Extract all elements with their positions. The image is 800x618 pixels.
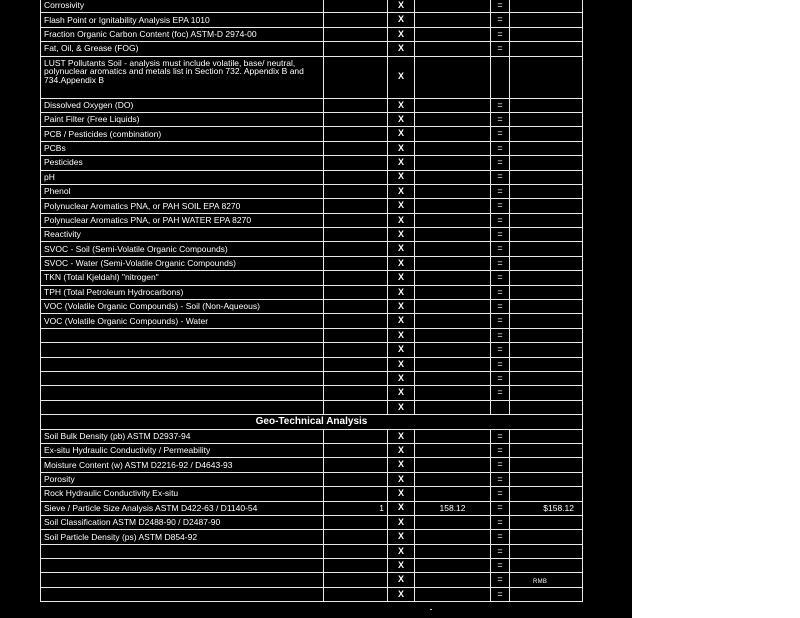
row-multiplier: X	[388, 559, 415, 573]
row-equals: =	[491, 141, 510, 155]
row-equals: =	[491, 472, 510, 486]
row-total	[510, 371, 583, 385]
row-total	[510, 0, 583, 13]
row-total	[510, 343, 583, 357]
row-multiplier: X	[388, 472, 415, 486]
row-multiplier: X	[388, 141, 415, 155]
table-row	[41, 42, 583, 56]
table-row	[41, 530, 583, 544]
row-description: Fraction Organic Carbon Content (foc) ASTM-D 2974-00	[41, 27, 324, 41]
row-total	[510, 271, 583, 285]
row-total	[510, 357, 583, 371]
row-description	[41, 559, 324, 573]
row-multiplier: X	[388, 156, 415, 170]
table-row	[41, 472, 583, 486]
row-total	[510, 13, 583, 27]
row-quantity	[324, 386, 388, 400]
row-quantity	[324, 127, 388, 141]
row-equals: =	[491, 371, 510, 385]
row-quantity	[324, 56, 388, 98]
row-total	[510, 587, 583, 601]
row-description: pH	[41, 170, 324, 184]
row-equals: =	[491, 42, 510, 56]
row-unit-price	[415, 544, 491, 558]
row-description	[41, 357, 324, 371]
table-row	[41, 256, 583, 270]
row-unit-price	[415, 530, 491, 544]
table-row	[41, 343, 583, 357]
row-description	[41, 587, 324, 601]
row-description: LUST Pollutants Soil - analysis must include volatile, base/ neutral, polynuclear aromatics and metals list in Section 732. Appendix B and 734.Appendix B	[41, 56, 324, 98]
table-row	[41, 386, 583, 400]
row-description: PCBs	[41, 141, 324, 155]
row-unit-price	[415, 559, 491, 573]
table-row	[41, 501, 583, 515]
row-quantity	[324, 458, 388, 472]
row-unit-price	[415, 487, 491, 501]
row-description: Reactivity	[41, 228, 324, 242]
row-quantity	[324, 213, 388, 227]
geo-technical-section-header	[41, 415, 583, 429]
row-equals: =	[491, 343, 510, 357]
row-quantity	[324, 573, 388, 587]
row-description	[41, 386, 324, 400]
row-description: TPH (Total Petroleum Hydrocarbons)	[41, 285, 324, 299]
table-row	[41, 515, 583, 529]
row-unit-price	[415, 141, 491, 155]
row-total	[510, 559, 583, 573]
row-description: Soil Particle Density (ps) ASTM D854-92	[41, 530, 324, 544]
row-quantity	[324, 98, 388, 112]
row-multiplier: X	[388, 314, 415, 328]
page-mark: RMB	[533, 579, 548, 585]
row-unit-price	[415, 199, 491, 213]
row-total	[510, 199, 583, 213]
row-multiplier: X	[388, 112, 415, 126]
row-multiplier: X	[388, 242, 415, 256]
table-row	[41, 213, 583, 227]
row-equals: =	[491, 328, 510, 342]
row-total	[510, 213, 583, 227]
row-equals	[491, 400, 510, 414]
table-row	[41, 13, 583, 27]
row-unit-price	[415, 27, 491, 41]
row-multiplier: X	[388, 300, 415, 314]
row-unit-price	[415, 472, 491, 486]
row-equals: =	[491, 27, 510, 41]
row-quantity	[324, 443, 388, 457]
row-equals: =	[491, 386, 510, 400]
row-total	[510, 458, 583, 472]
row-multiplier: X	[388, 213, 415, 227]
row-multiplier: X	[388, 256, 415, 270]
row-equals: =	[491, 228, 510, 242]
cost-estimate-table	[40, 0, 583, 602]
row-equals: =	[491, 98, 510, 112]
row-unit-price	[415, 184, 491, 198]
row-equals: =	[491, 184, 510, 198]
table-row	[41, 544, 583, 558]
row-total	[510, 443, 583, 457]
row-quantity	[324, 170, 388, 184]
row-multiplier: X	[388, 170, 415, 184]
row-quantity: 1	[324, 501, 388, 515]
row-quantity	[324, 13, 388, 27]
row-equals: =	[491, 271, 510, 285]
row-description	[41, 343, 324, 357]
row-equals: =	[491, 487, 510, 501]
row-unit-price	[415, 400, 491, 414]
row-description: Pesticides	[41, 156, 324, 170]
row-equals: =	[491, 559, 510, 573]
row-unit-price	[415, 371, 491, 385]
row-unit-price	[415, 285, 491, 299]
laboratory-analysis-rows	[41, 0, 583, 415]
row-quantity	[324, 0, 388, 13]
row-description: PCB / Pesticides (combination)	[41, 127, 324, 141]
table-row	[41, 27, 583, 41]
row-description: Moisture Content (w) ASTM D2216-92 / D4643-93	[41, 458, 324, 472]
row-description	[41, 371, 324, 385]
row-equals: =	[491, 300, 510, 314]
row-equals: =	[491, 458, 510, 472]
row-unit-price	[415, 587, 491, 601]
row-unit-price	[415, 271, 491, 285]
row-multiplier: X	[388, 515, 415, 529]
table-row	[41, 271, 583, 285]
row-equals: =	[491, 587, 510, 601]
row-unit-price	[415, 573, 491, 587]
row-quantity	[324, 271, 388, 285]
row-equals: =	[491, 544, 510, 558]
row-multiplier: X	[388, 285, 415, 299]
row-multiplier: X	[388, 328, 415, 342]
row-multiplier: X	[388, 184, 415, 198]
table-row	[41, 400, 583, 414]
row-description: SVOC - Soil (Semi-Volatile Organic Compounds)	[41, 242, 324, 256]
row-description	[41, 544, 324, 558]
row-total	[510, 386, 583, 400]
row-quantity	[324, 300, 388, 314]
table-row	[41, 559, 583, 573]
table-row	[41, 141, 583, 155]
row-quantity	[324, 487, 388, 501]
row-description: Paint Filter (Free Liquids)	[41, 112, 324, 126]
row-equals: =	[491, 530, 510, 544]
table-row	[41, 242, 583, 256]
row-equals: =	[491, 357, 510, 371]
row-quantity	[324, 42, 388, 56]
row-unit-price	[415, 228, 491, 242]
row-multiplier: X	[388, 443, 415, 457]
row-quantity	[324, 559, 388, 573]
row-equals: =	[491, 156, 510, 170]
row-total	[510, 170, 583, 184]
row-equals: =	[491, 242, 510, 256]
row-total	[510, 400, 583, 414]
row-total	[510, 228, 583, 242]
row-multiplier: X	[388, 371, 415, 385]
table-row	[41, 587, 583, 601]
row-quantity	[324, 199, 388, 213]
row-multiplier: X	[388, 386, 415, 400]
row-description	[41, 400, 324, 414]
row-quantity	[324, 400, 388, 414]
row-unit-price	[415, 314, 491, 328]
row-quantity	[324, 228, 388, 242]
row-unit-price: 158.12	[415, 501, 491, 515]
row-quantity	[324, 27, 388, 41]
row-unit-price	[415, 256, 491, 270]
row-quantity	[324, 112, 388, 126]
row-unit-price	[415, 300, 491, 314]
row-total	[510, 487, 583, 501]
table-row	[41, 285, 583, 299]
row-total: $158.12	[510, 501, 583, 515]
row-equals: =	[491, 0, 510, 13]
row-equals: =	[491, 213, 510, 227]
row-description: Ex-situ Hydraulic Conductivity / Permeability	[41, 443, 324, 457]
row-quantity	[324, 357, 388, 371]
row-multiplier: X	[388, 501, 415, 515]
row-equals: =	[491, 573, 510, 587]
table-row	[41, 429, 583, 443]
row-equals: =	[491, 429, 510, 443]
row-equals: =	[491, 515, 510, 529]
row-total	[510, 544, 583, 558]
row-quantity	[324, 314, 388, 328]
row-multiplier: X	[388, 127, 415, 141]
row-equals	[491, 56, 510, 98]
row-multiplier: X	[388, 343, 415, 357]
row-equals: =	[491, 112, 510, 126]
row-quantity	[324, 328, 388, 342]
row-total	[510, 300, 583, 314]
row-multiplier: X	[388, 56, 415, 98]
table-row	[41, 487, 583, 501]
row-total	[510, 256, 583, 270]
row-unit-price	[415, 56, 491, 98]
row-total	[510, 42, 583, 56]
row-description: Porosity	[41, 472, 324, 486]
row-multiplier: X	[388, 27, 415, 41]
row-multiplier: X	[388, 13, 415, 27]
row-total	[510, 141, 583, 155]
row-unit-price	[415, 127, 491, 141]
scan-speck	[430, 609, 432, 610]
table-row	[41, 127, 583, 141]
row-total	[510, 285, 583, 299]
row-total	[510, 56, 583, 98]
row-description: Soil Classification ASTM D2488-90 / D2487-90	[41, 515, 324, 529]
geo-technical-rows	[41, 429, 583, 602]
row-total	[510, 98, 583, 112]
row-quantity	[324, 429, 388, 443]
row-quantity	[324, 242, 388, 256]
row-total	[510, 242, 583, 256]
row-description: Polynuclear Aromatics PNA, or PAH WATER EPA 8270	[41, 213, 324, 227]
row-multiplier: X	[388, 487, 415, 501]
table-row	[41, 314, 583, 328]
row-description: Polynuclear Aromatics PNA, or PAH SOIL EPA 8270	[41, 199, 324, 213]
row-total	[510, 530, 583, 544]
table-row	[41, 357, 583, 371]
row-unit-price	[415, 156, 491, 170]
row-total	[510, 112, 583, 126]
row-unit-price	[415, 112, 491, 126]
row-unit-price	[415, 357, 491, 371]
row-total	[510, 127, 583, 141]
row-unit-price	[415, 42, 491, 56]
table-row	[41, 199, 583, 213]
row-multiplier: X	[388, 199, 415, 213]
row-unit-price	[415, 343, 491, 357]
row-multiplier: X	[388, 429, 415, 443]
table-row	[41, 98, 583, 112]
row-equals: =	[491, 501, 510, 515]
row-unit-price	[415, 13, 491, 27]
row-equals: =	[491, 199, 510, 213]
row-multiplier: X	[388, 0, 415, 13]
row-unit-price	[415, 213, 491, 227]
row-total	[510, 515, 583, 529]
row-quantity	[324, 256, 388, 270]
row-equals: =	[491, 443, 510, 457]
row-total	[510, 27, 583, 41]
row-quantity	[324, 587, 388, 601]
row-multiplier: X	[388, 271, 415, 285]
table-row	[41, 573, 583, 587]
table-row	[41, 112, 583, 126]
row-description: Fat, Oil, & Grease (FOG)	[41, 42, 324, 56]
row-quantity	[324, 343, 388, 357]
table-row	[41, 56, 583, 98]
row-unit-price	[415, 458, 491, 472]
table-row	[41, 156, 583, 170]
row-description: VOC (Volatile Organic Compounds) - Water	[41, 314, 324, 328]
row-multiplier: X	[388, 530, 415, 544]
row-description: VOC (Volatile Organic Compounds) - Soil (Non-Aqueous)	[41, 300, 324, 314]
table-row	[41, 371, 583, 385]
row-multiplier: X	[388, 357, 415, 371]
table-row	[41, 458, 583, 472]
row-equals: =	[491, 127, 510, 141]
row-quantity	[324, 156, 388, 170]
row-total	[510, 429, 583, 443]
row-unit-price	[415, 98, 491, 112]
row-quantity	[324, 515, 388, 529]
table-row	[41, 300, 583, 314]
table-row	[41, 184, 583, 198]
row-equals: =	[491, 285, 510, 299]
row-quantity	[324, 530, 388, 544]
row-unit-price	[415, 0, 491, 13]
row-description: Soil Bulk Density (pb) ASTM D2937-94	[41, 429, 324, 443]
row-description: Sieve / Particle Size Analysis ASTM D422-63 / D1140-54	[41, 501, 324, 515]
row-unit-price	[415, 515, 491, 529]
row-unit-price	[415, 386, 491, 400]
table-row	[41, 228, 583, 242]
row-multiplier: X	[388, 400, 415, 414]
row-multiplier: X	[388, 228, 415, 242]
table-row	[41, 0, 583, 13]
row-multiplier: X	[388, 458, 415, 472]
row-description: TKN (Total Kjeldahl) "nitrogen"	[41, 271, 324, 285]
table-row	[41, 328, 583, 342]
table-row	[41, 170, 583, 184]
row-multiplier: X	[388, 42, 415, 56]
row-quantity	[324, 371, 388, 385]
row-total	[510, 472, 583, 486]
row-total	[510, 184, 583, 198]
row-quantity	[324, 285, 388, 299]
row-equals: =	[491, 13, 510, 27]
row-unit-price	[415, 170, 491, 184]
row-quantity	[324, 472, 388, 486]
row-quantity	[324, 184, 388, 198]
geo-technical-title: Geo-Technical Analysis	[41, 415, 583, 429]
row-description	[41, 328, 324, 342]
row-unit-price	[415, 328, 491, 342]
row-equals: =	[491, 314, 510, 328]
row-multiplier: X	[388, 544, 415, 558]
row-unit-price	[415, 443, 491, 457]
row-unit-price	[415, 242, 491, 256]
row-equals: =	[491, 170, 510, 184]
row-multiplier: X	[388, 587, 415, 601]
row-quantity	[324, 544, 388, 558]
row-total	[510, 156, 583, 170]
row-description	[41, 573, 324, 587]
row-description: Dissolved Oxygen (DO)	[41, 98, 324, 112]
row-description: Rock Hydraulic Conductivity Ex-situ	[41, 487, 324, 501]
row-total	[510, 314, 583, 328]
row-description: SVOC - Water (Semi-Volatile Organic Compounds)	[41, 256, 324, 270]
row-multiplier: X	[388, 573, 415, 587]
row-unit-price	[415, 429, 491, 443]
row-description: Corrosivity	[41, 0, 324, 13]
row-multiplier: X	[388, 98, 415, 112]
row-quantity	[324, 141, 388, 155]
row-description: Flash Point or Ignitability Analysis EPA 1010	[41, 13, 324, 27]
table-row	[41, 443, 583, 457]
row-equals: =	[491, 256, 510, 270]
row-description: Phenol	[41, 184, 324, 198]
row-total	[510, 328, 583, 342]
